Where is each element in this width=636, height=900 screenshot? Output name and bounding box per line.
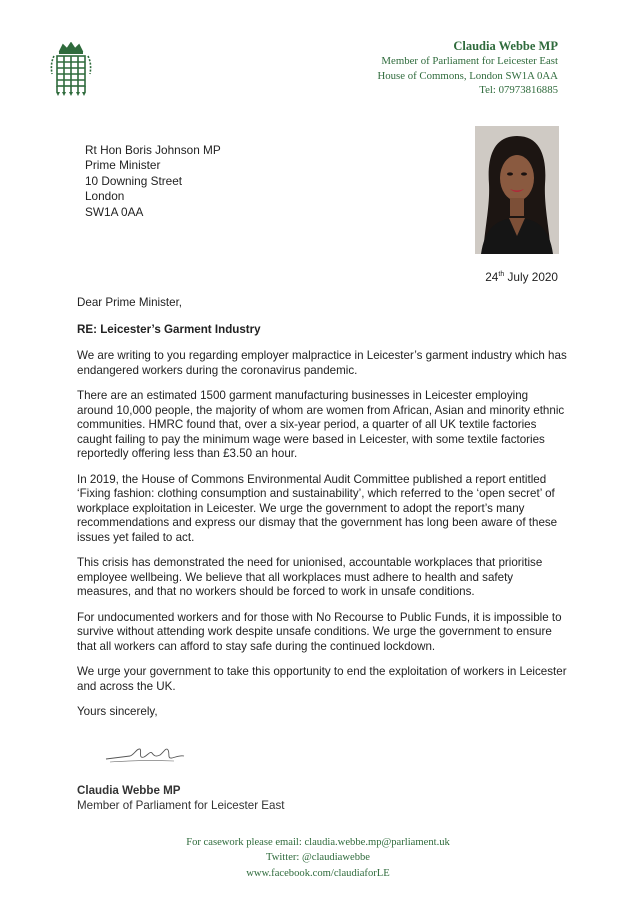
signatory-role: Member of Parliament for Leicester East [77,799,285,812]
sign-off [77,783,284,813]
recipient-address [85,143,221,220]
body-paragraph: We urge your government to take this opportunity to end the exploitation of workers in Leicester and across the UK. [77,665,567,693]
recipient-line: Prime Minister [85,158,161,173]
date-month-year: July 2020 [504,270,558,284]
recipient-line: 10 Downing Street [85,173,183,188]
footer-contact [0,835,636,881]
recipient-line: London [85,189,125,204]
recipient-line: Rt Hon Boris Johnson MP [85,143,221,157]
handwritten-signature [104,743,190,769]
mp-telephone: Tel: 07973816885 [479,84,558,97]
portrait-photo [475,126,559,254]
portrait-image [475,126,559,254]
letter-body [77,296,567,731]
body-paragraph: For undocumented workers and for those with No Recourse to Public Funds, it is impossible to survive without attending work despite unsafe conditions. We urge the government to ensure that all workers can afford to stay safe during the continued lockdown. [77,610,562,653]
subject-line: RE: Leicester’s Garment Industry [77,322,261,336]
portcullis-icon [48,42,94,98]
mp-role: Member of Parliament for Leicester East [381,55,558,67]
letterhead [377,38,558,98]
recipient-line: SW1A 0AA [85,204,144,219]
body-paragraph: This crisis has demonstrated the need for unionised, accountable workplaces that prioritise employee wellbeing. We believe that all workplaces must adhere to health and safety measures, and that no workers should be forced to work in unsafe conditions. [77,556,543,598]
closing: Yours sincerely, [77,705,158,718]
signatory-name: Claudia Webbe MP [77,784,181,797]
body-paragraph: There are an estimated 1500 garment manufacturing businesses in Leicester employing around 10,000 people, the majority of whom are women from African, Asian and minority ethnic communities. HMRC found that, over a six-year period, a quarter of all UK textile factories caught failing to pay the minimum wage were based in Leicester, with some textile factories reportedly offering less than £3.50 an hour. [77,389,565,460]
mp-address: House of Commons, London SW1A 0AA [377,69,558,82]
body-paragraph: We are writing to you regarding employer malpractice in Leicester’s garment industry which has endangered workers during the coronavirus pandemic. [77,349,567,377]
footer-email: For casework please email: claudia.webbe.mp@parliament.uk [186,837,450,848]
date-day: 24 [485,270,499,284]
body-paragraph: In 2019, the House of Commons Environmental Audit Committee published a report entitled ‘Fixing fashion: clothing consumption and sustainability’, which referred to the ‘open secret’ of workplace exploitation in Leicester. We urge the government to adopt the report’s many recommendations and express our dismay that the government has long been aware of these issues yet failed to act. [77,472,558,544]
footer-twitter: Twitter: @claudiawebbe [265,852,371,864]
letter-date [485,270,558,284]
salutation: Dear Prime Minister, [77,296,183,309]
date-suffix: th [498,271,505,278]
mp-name: Claudia Webbe MP [453,39,558,53]
footer-facebook: www.facebook.com/claudiaforLE [246,867,390,879]
